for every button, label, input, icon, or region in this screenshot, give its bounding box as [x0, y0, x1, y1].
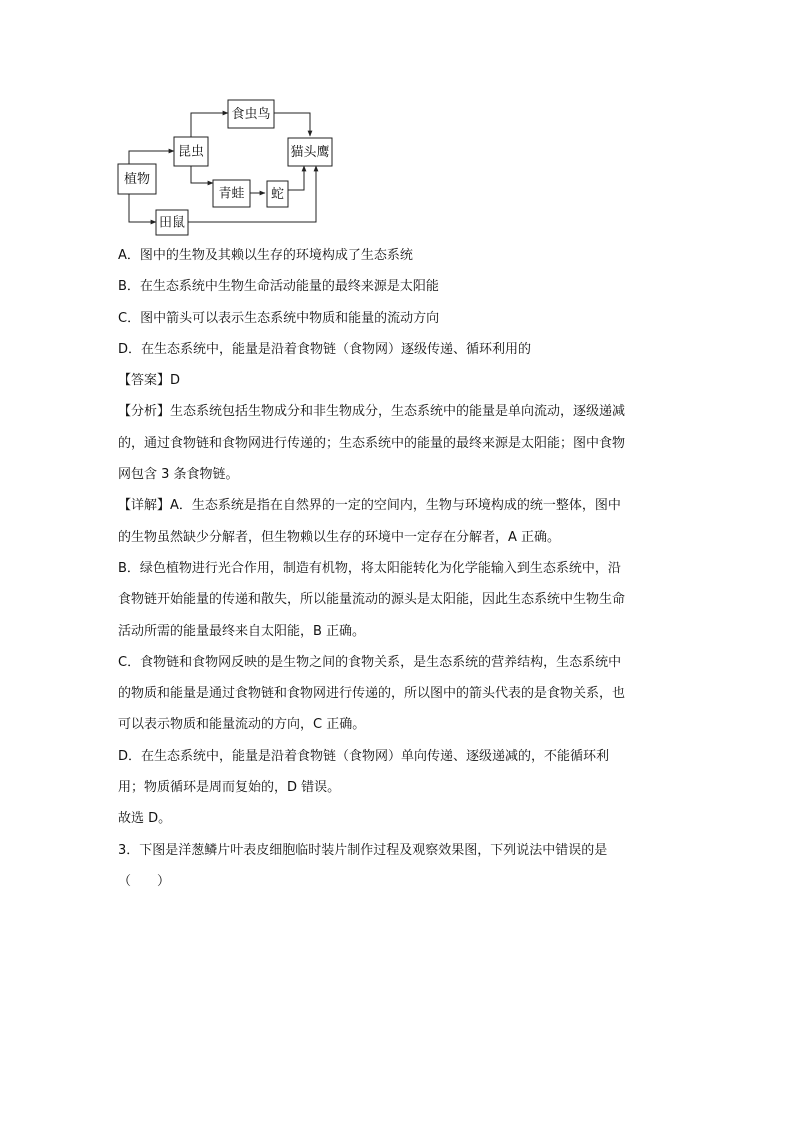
arrow-insect-to-frog — [191, 166, 213, 183]
node-frog — [213, 180, 250, 207]
svg-text:植物: 植物 — [123, 172, 151, 187]
arrow-bird-to-owl — [270, 113, 310, 136]
arrow-snake-to-owl — [288, 166, 304, 190]
node-plant — [118, 164, 156, 194]
detail-line-6: C．食物链和食物网反映的是生物之间的食物关系，是生态系统的营养结构，生态系统中 — [118, 654, 622, 670]
detail-line-1: 【详解】A．生态系统是指在自然界的一定的空间内，生物与环境构成的统一整体，图中 — [118, 498, 621, 514]
analysis-line-2: 的，通过食物链和食物网进行传递的；生态系统中的能量的最终来源是太阳能；图中食物 — [118, 435, 626, 451]
option-d: D．在生态系统中，能量是沿着食物链（食物网）逐级传递、循环利用的 — [118, 341, 532, 357]
detail-line-5: 活动所需的能量最终来自太阳能，B 正确。 — [118, 623, 366, 639]
detail-line-9: D．在生态系统中，能量是沿着食物链（食物网）单向传递、逐级递减的，不能循环利 — [118, 748, 610, 764]
node-snake — [267, 181, 288, 207]
option-b: B．在生态系统中生物生命活动能量的最终来源是太阳能 — [118, 279, 439, 295]
arrow-plant-to-field-mouse — [129, 194, 156, 222]
question-3-blank: （ ） — [118, 873, 171, 889]
answer-line: 【答案】D — [118, 373, 181, 389]
svg-text:食虫鸟: 食虫鸟 — [231, 107, 271, 122]
arrow-plant-to-insect — [129, 151, 174, 164]
detail-line-8: 可以表示物质和能量流动的方向，C 正确。 — [118, 717, 366, 733]
detail-line-4: 食物链开始能量的传递和散失，所以能量流动的源头是太阳能，因此生态系统中生物生命 — [118, 592, 626, 608]
arrow-insect-to-bird — [191, 113, 228, 137]
node-owl — [288, 138, 332, 166]
arrow-field-mouse-to-owl — [188, 166, 316, 222]
svg-text:昆虫: 昆虫 — [177, 144, 205, 160]
option-a: A．图中的生物及其赖以生存的环境构成了生态系统 — [118, 248, 413, 263]
question-3-line-1: 3．下图是洋葱鳞片叶表皮细胞临时装片制作过程及观察效果图，下列说法中错误的是 — [118, 842, 608, 858]
node-insect — [174, 137, 208, 166]
document-text — [118, 246, 678, 903]
analysis-line-1: 【分析】生态系统包括生物成分和非生物成分，生态系统中的能量是单向流动，逐级递减 — [118, 404, 626, 420]
analysis-line-3: 网包含 3 条食物链。 — [118, 467, 239, 483]
detail-line-7: 的物质和能量是通过食物链和食物网进行传递的，所以图中的箭头代表的是食物关系，也 — [118, 686, 626, 702]
svg-text:猫头鹰: 猫头鹰 — [290, 145, 330, 160]
detail-line-3: B．绿色植物进行光合作用，制造有机物，将太阳能转化为化学能输入到生态系统中，沿 — [118, 560, 621, 576]
food-web-diagram — [110, 92, 350, 242]
detail-line-10: 用；物质循环是周而复始的，D 错误。 — [118, 780, 341, 796]
svg-text:青蛙: 青蛙 — [218, 186, 245, 202]
option-c: C．图中箭头可以表示生态系统中物质和能量的流动方向 — [118, 310, 440, 326]
node-field-mouse — [156, 210, 188, 235]
detail-line-11: 故选 D。 — [118, 811, 172, 827]
detail-line-2: 的生物虽然缺少分解者，但生物赖以生存的环境中一定存在分解者，A 正确。 — [118, 529, 561, 545]
svg-text:蛇: 蛇 — [270, 187, 285, 202]
svg-text:田鼠: 田鼠 — [158, 215, 186, 231]
node-insectivorous-bird — [228, 100, 274, 128]
